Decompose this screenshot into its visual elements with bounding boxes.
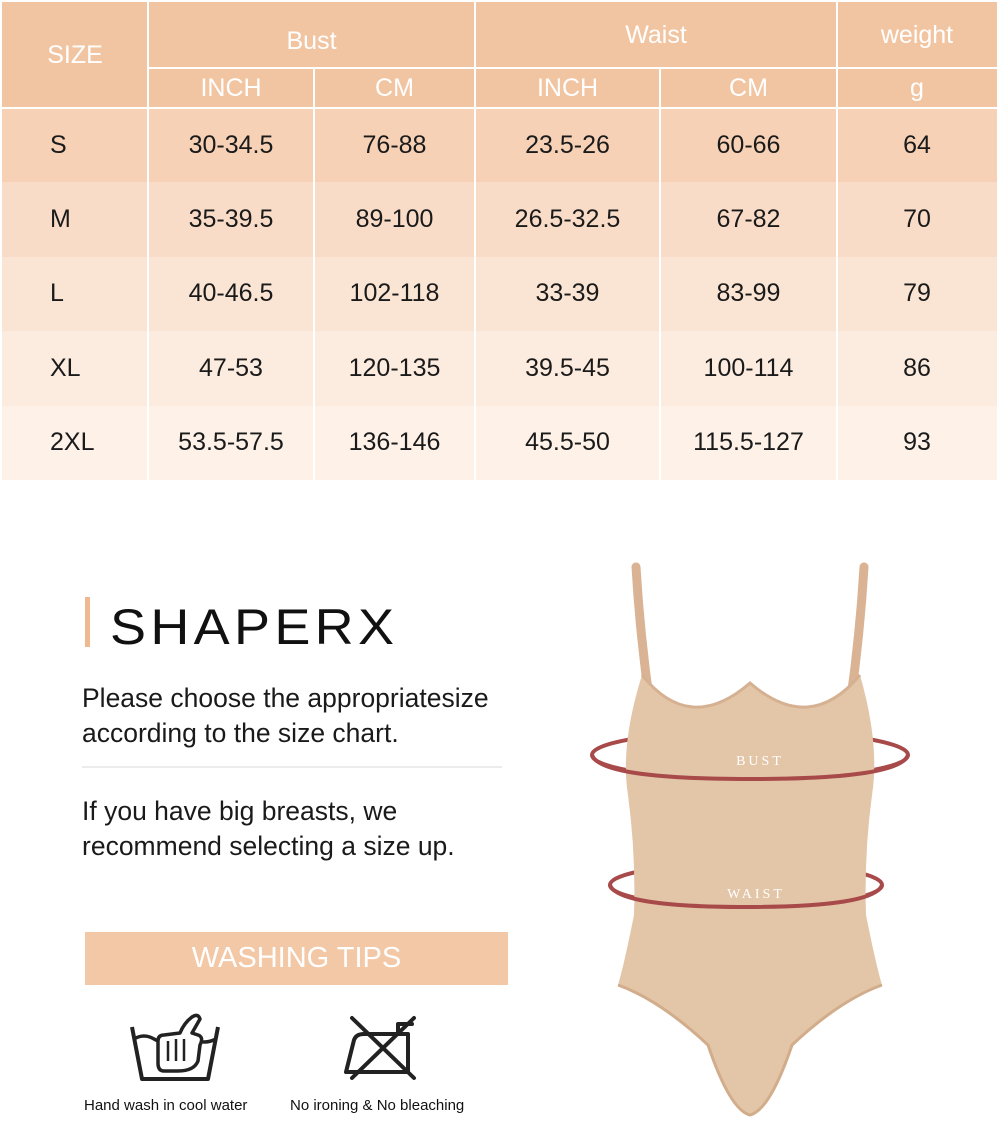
bust-inch-cell: 35-39.5 bbox=[188, 205, 274, 234]
size-chart-table bbox=[2, 2, 997, 480]
waist-cm-header: CM bbox=[729, 73, 768, 102]
bust-measure-label: BUST bbox=[736, 754, 784, 769]
bust-cm-cell: 102-118 bbox=[349, 279, 440, 308]
grid-line bbox=[474, 2, 476, 480]
grid-line bbox=[313, 68, 315, 480]
size-cell: XL bbox=[50, 353, 81, 382]
weight-g-cell: 79 bbox=[903, 279, 931, 308]
fit-note-line: recommend selecting a size up. bbox=[82, 831, 455, 861]
bust-cm-cell: 120-135 bbox=[348, 353, 441, 382]
waist-inch-cell: 23.5-26 bbox=[525, 130, 610, 159]
waist-cm-cell: 115.5-127 bbox=[693, 428, 804, 457]
weight-g-cell: 64 bbox=[903, 130, 931, 159]
no-ironing-label: No ironing & No bleaching bbox=[290, 1097, 465, 1114]
bust-inch-cell: 53.5-57.5 bbox=[178, 428, 284, 457]
size-column-header: SIZE bbox=[47, 40, 103, 69]
size-note-line: Please choose the appropriatesize bbox=[82, 683, 489, 713]
no-ironing-icon bbox=[338, 1010, 424, 1082]
weight-g-cell: 93 bbox=[903, 428, 931, 457]
waist-inch-cell: 26.5-32.5 bbox=[514, 205, 621, 234]
size-cell: L bbox=[50, 279, 64, 308]
waist-cm-cell: 83-99 bbox=[716, 279, 781, 308]
bodysuit-illustration bbox=[580, 555, 930, 1125]
waist-inch-cell: 33-39 bbox=[535, 279, 600, 308]
brand-logo: SHAPERX bbox=[110, 599, 399, 655]
grid-line bbox=[2, 107, 997, 109]
fit-note-line: If you have big breasts, we bbox=[82, 796, 398, 826]
grid-line bbox=[148, 67, 997, 69]
bust-cm-header: CM bbox=[375, 73, 414, 102]
bust-cm-cell: 136-146 bbox=[348, 428, 441, 457]
size-cell: M bbox=[50, 205, 71, 234]
bust-inch-cell: 40-46.5 bbox=[188, 279, 274, 308]
weight-group-header: weight bbox=[880, 20, 954, 49]
waist-inch-cell: 45.5-50 bbox=[525, 428, 610, 457]
washing-tips-banner: WASHING TIPS bbox=[85, 932, 508, 985]
waist-group-header: Waist bbox=[625, 20, 687, 49]
grid-line bbox=[147, 2, 149, 480]
brand-accent-bar bbox=[85, 597, 90, 647]
waist-cm-cell: 67-82 bbox=[716, 205, 781, 234]
waist-inch-header: INCH bbox=[536, 73, 599, 102]
bust-inch-cell: 30-34.5 bbox=[188, 130, 274, 159]
bust-cm-cell: 89-100 bbox=[355, 205, 434, 234]
waist-cm-cell: 60-66 bbox=[716, 130, 781, 159]
waist-inch-cell: 39.5-45 bbox=[525, 353, 610, 382]
grid-line bbox=[659, 68, 661, 480]
weight-g-header: g bbox=[910, 73, 924, 102]
size-cell: S bbox=[50, 130, 67, 159]
size-note-line: according to the size chart. bbox=[82, 718, 399, 748]
weight-g-cell: 86 bbox=[903, 353, 931, 382]
hand-wash-icon bbox=[128, 1005, 222, 1083]
waist-measure-label: WAIST bbox=[727, 887, 785, 902]
bust-inch-header: INCH bbox=[200, 73, 262, 102]
hand-wash-label: Hand wash in cool water bbox=[84, 1097, 248, 1114]
bust-group-header: Bust bbox=[286, 26, 337, 55]
size-cell: 2XL bbox=[50, 428, 95, 457]
grid-line bbox=[836, 2, 838, 480]
waist-cm-cell: 100-114 bbox=[703, 353, 794, 382]
weight-g-cell: 70 bbox=[903, 205, 931, 234]
section-divider bbox=[82, 766, 502, 768]
bust-cm-cell: 76-88 bbox=[362, 130, 427, 159]
bust-inch-cell: 47-53 bbox=[199, 353, 263, 382]
